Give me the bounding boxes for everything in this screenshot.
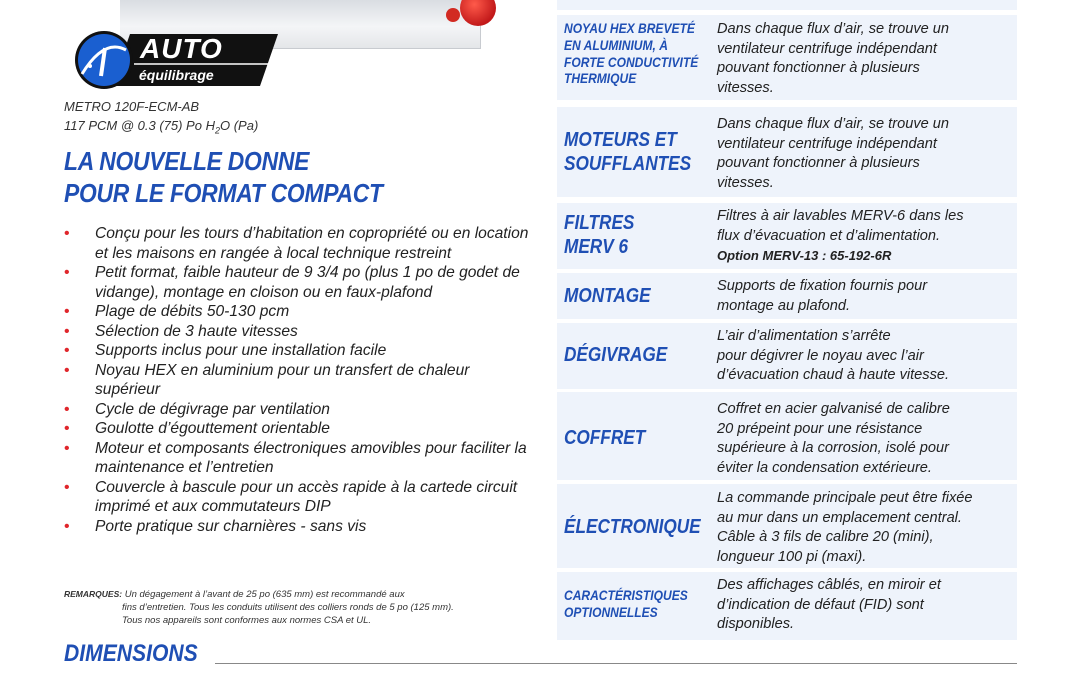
- feature-item: • Cycle de dégivrage par ventilation: [64, 400, 534, 420]
- feature-item: • Couvercle à bascule pour un accès rapide à la cartede circuit imprimé et aux commutateurs DIP: [64, 478, 534, 517]
- divider: [215, 663, 1017, 664]
- feature-item: • Goulotte d’égouttement orientable: [64, 419, 534, 439]
- feature-item: • Supports inclus pour une installation facile: [64, 341, 534, 361]
- feature-item: • Noyau HEX en aluminium pour un transfert de chaleur supérieur: [64, 361, 534, 400]
- model-name: METRO 120F-ECM-AB: [64, 99, 200, 114]
- spec-label: NOYAU HEX BREVETÉ EN ALUMINIUM, À FORTE CONDUCTIVITÉ THERMIQUE: [564, 20, 699, 87]
- dimensions-heading: DIMENSIONS: [64, 640, 198, 667]
- spec-label: MONTAGE: [564, 285, 651, 307]
- spec-row: [557, 572, 1017, 640]
- remarks-line: Un dégagement à l’avant de 25 po (635 mm) est recommandé aux: [124, 589, 405, 600]
- spec-label: COFFRET: [564, 427, 646, 449]
- spec-row: [557, 203, 1017, 269]
- duct-collar-icon: [446, 8, 460, 22]
- spec-description: Coffret en acier galvanisé de calibre 20 prépeint pour une résistance supérieure à la corrosion, isolé pour éviter la condensation extérieure.: [717, 401, 950, 476]
- spec-label: FILTRES MERV 6: [564, 212, 635, 258]
- spec-row: [557, 15, 1017, 100]
- remarks-line: Tous nos appareils sont conformes aux normes CSA et UL.: [122, 615, 372, 626]
- feature-item: • Petit format, faible hauteur de 9 3/4 po (plus 1 po de godet de vidange), montage en cloison ou en faux-plafond: [64, 263, 534, 302]
- spec-label: CARACTÉRISTIQUES OPTIONNELLES: [564, 587, 688, 620]
- spec-description: Supports de fixation fournis pour montage au plafond.: [717, 278, 928, 314]
- feature-item: • Moteur et composants électroniques amovibles pour faciliter la maintenance et l’entretien: [64, 439, 534, 478]
- spec-row: [557, 273, 1017, 319]
- feature-item: • Conçu pour les tours d’habitation en copropriété ou en location et les maisons en rangée à local technique restreint: [64, 224, 534, 263]
- spec-label: ÉLECTRONIQUE: [564, 516, 701, 538]
- spec-description: L’air d’alimentation s’arrête pour dégivrer le noyau avec l’air d’évacuation chaud à haute vitesse.: [717, 328, 950, 383]
- spec-description: La commande principale peut être fixée au mur dans un emplacement central. Câble à 3 fils de calibre 20 (mini), longueur 100 pi (maxi).: [717, 490, 973, 565]
- headline-line-1: LA NOUVELLE DONNE: [64, 146, 310, 176]
- feature-list: [64, 224, 534, 536]
- logo-title: AUTO: [140, 33, 223, 64]
- spec-label: DÉGIVRAGE: [564, 344, 668, 366]
- spec-description: Filtres à air lavables MERV-6 dans les flux d’évacuation et d’alimentation. Option MERV-13 : 65-192-6R: [717, 208, 964, 263]
- spec-row: [557, 392, 1017, 480]
- spec-description: Des affichages câblés, en miroir et d’indication de défaut (FID) sont disponibles.: [717, 577, 941, 632]
- model-flow-rating: 117 PCM @ 0.3 (75) Po $H_2O$ (Pa): [64, 118, 259, 136]
- spec-description: Dans chaque flux d’air, se trouve un ventilateur centrifuge indépendant pouvant fonctionner à plusieurs vitesses.: [717, 21, 950, 96]
- spec-row: [557, 323, 1017, 389]
- feature-item: • Porte pratique sur charnières - sans vis: [64, 517, 534, 537]
- spec-row: [557, 107, 1017, 197]
- spec-row: [557, 484, 1017, 568]
- remarks-line: fins d’entretien. Tous les conduits utilisent des colliers ronds de 5 po (125 mm).: [122, 602, 454, 613]
- spec-label: MOTEURS ET SOUFFLANTES: [564, 129, 692, 175]
- feature-item: • Sélection de 3 haute vitesses: [64, 322, 534, 342]
- logo-subtitle: équilibrage: [139, 67, 214, 83]
- duct-collar-icon: [460, 0, 496, 26]
- headline-line-2: POUR LE FORMAT COMPACT: [64, 178, 383, 208]
- remarks: [64, 588, 534, 627]
- remarks-label: REMARQUES:: [64, 589, 123, 599]
- feature-item: • Plage de débits 50-130 pcm: [64, 302, 534, 322]
- spec-row-partial: [557, 0, 1017, 10]
- spec-description: Dans chaque flux d’air, se trouve un ventilateur centrifuge indépendant pouvant fonctionner à plusieurs vitesses.: [717, 116, 950, 191]
